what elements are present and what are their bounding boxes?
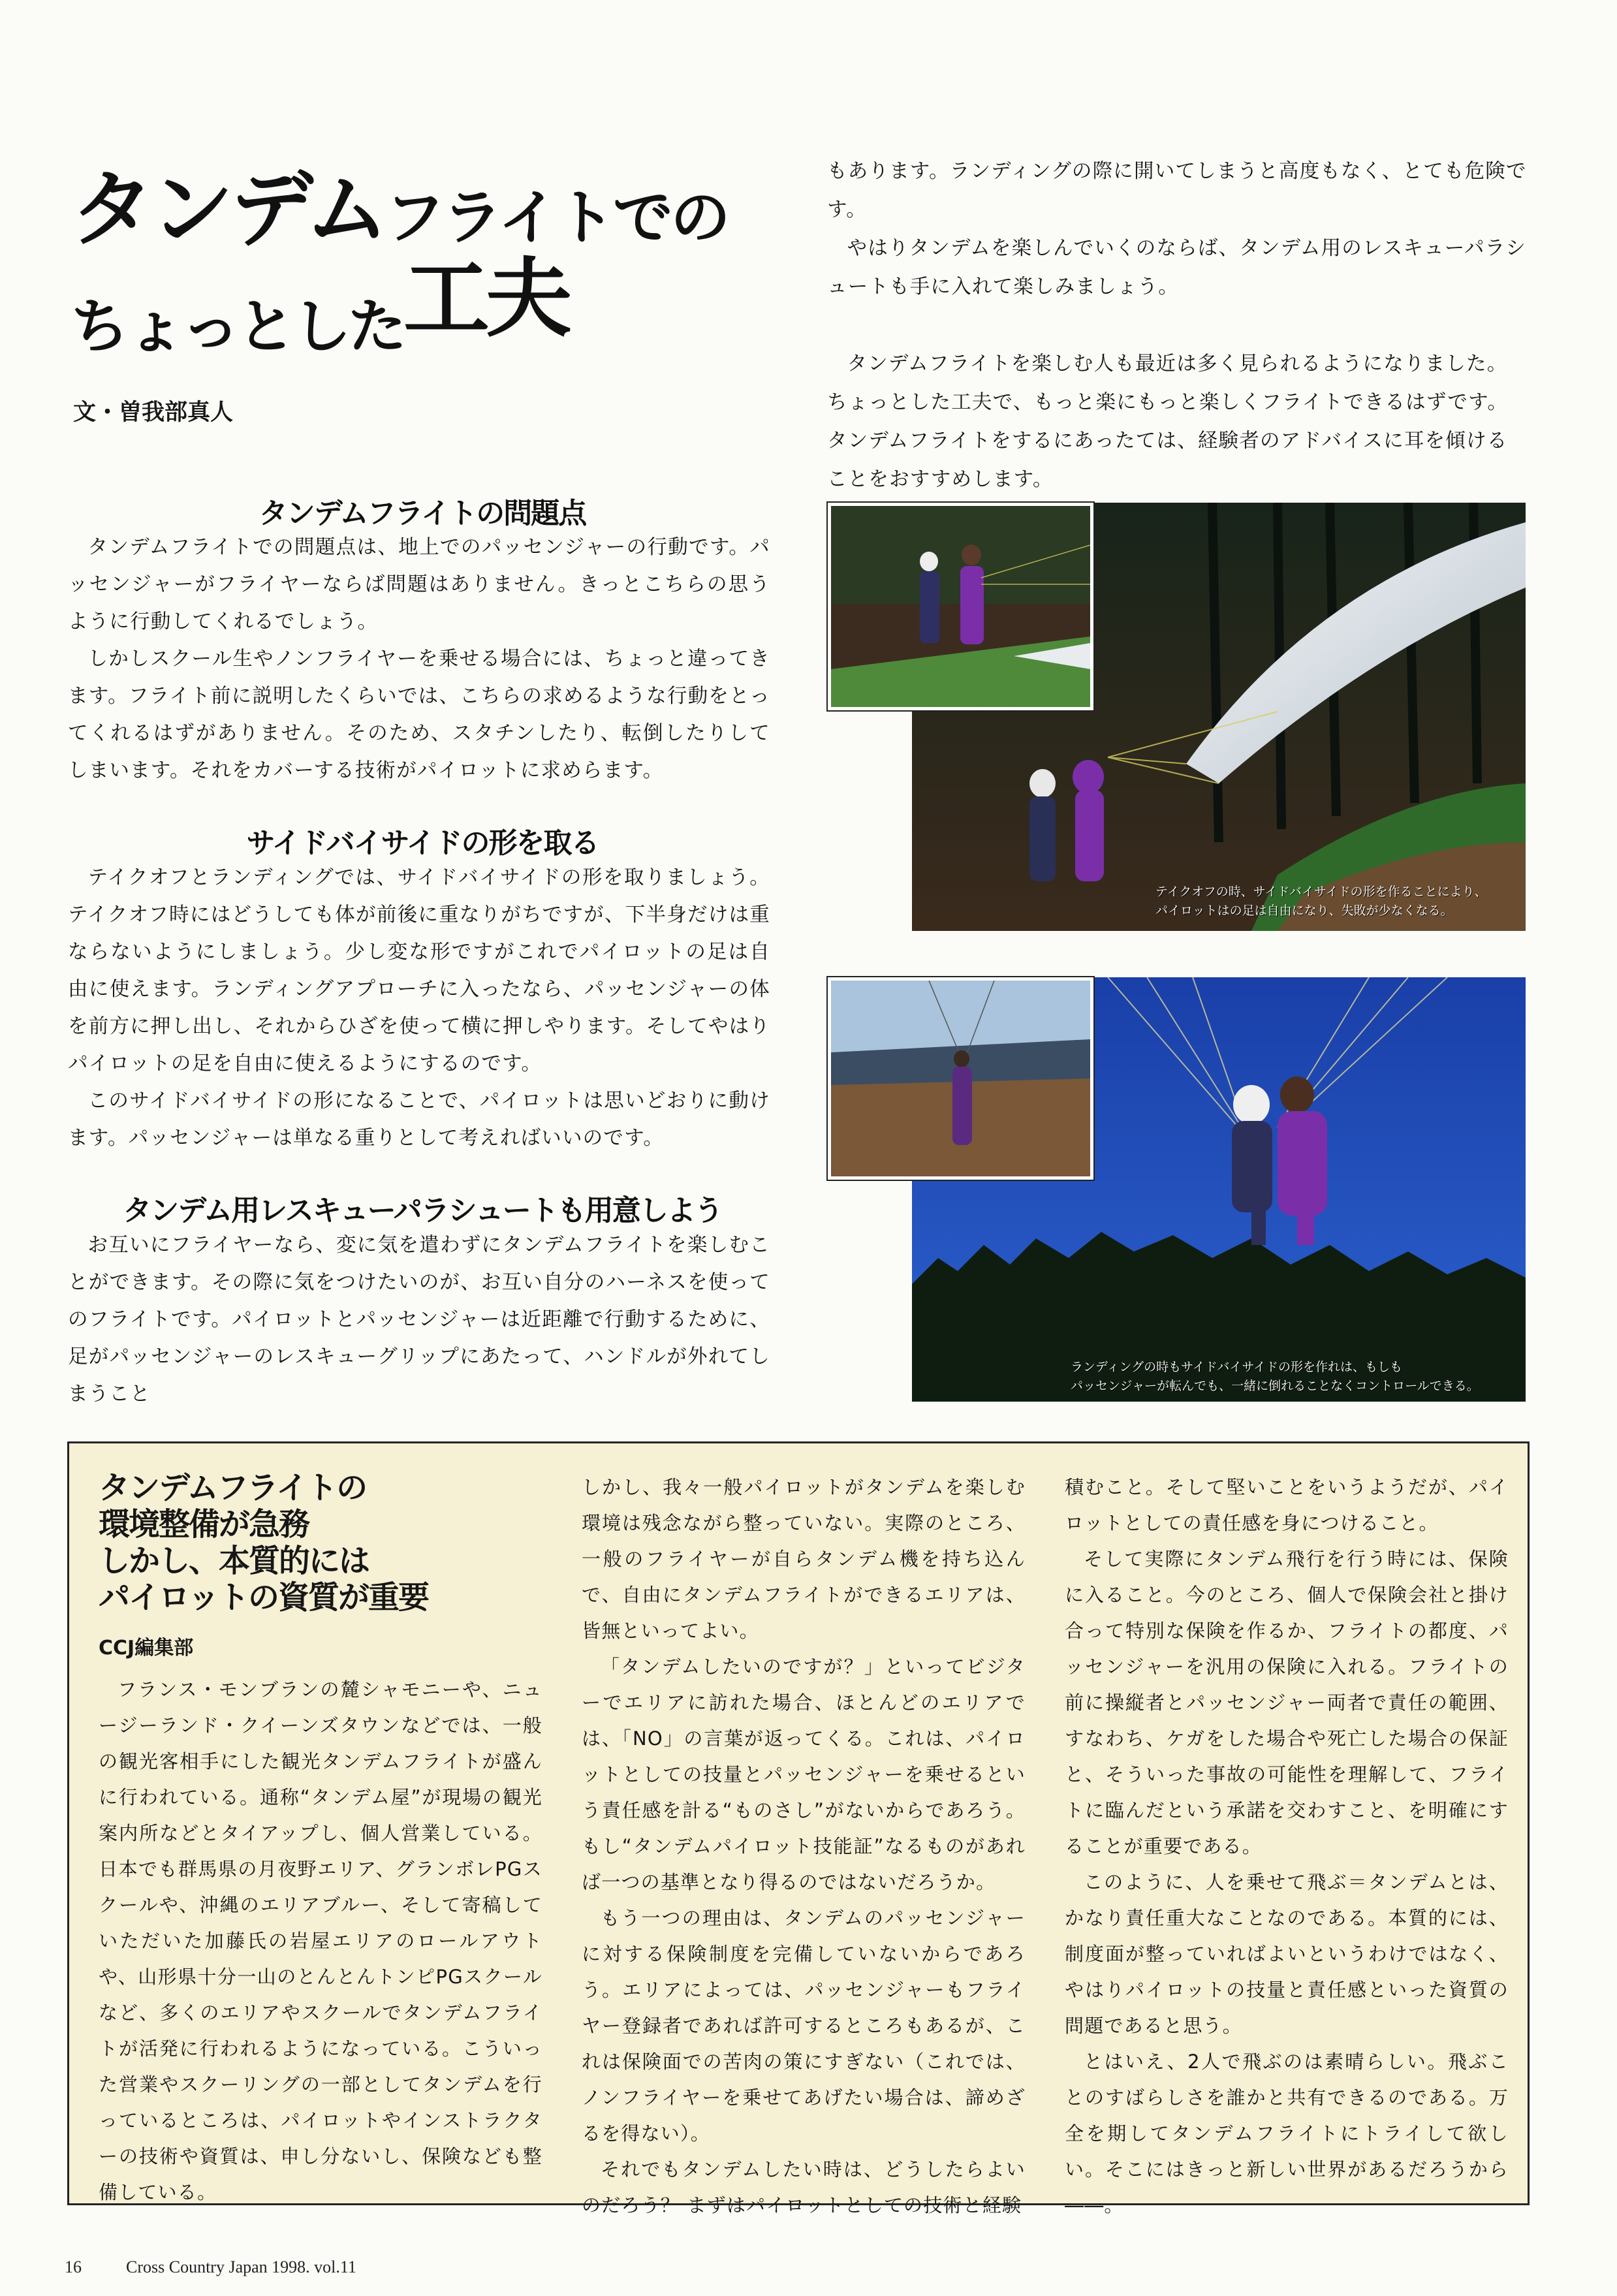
caption-line: パッセンジャーが転んでも、一緒に倒れることなくコントロールできる。 [1071, 1379, 1479, 1393]
takeoff-inset-photo [828, 503, 1093, 710]
right-column-text [827, 152, 1527, 499]
takeoff-caption [1155, 883, 1487, 920]
paragraph: とはいえ、2人で飛ぶのは素晴らしい。飛ぶことのすばらしさを誰かと共有できるのである。万全を期してタンデムフライトにトライして欲しい。そこにはきっと新しい世界があるだろうから――。 [1065, 2051, 1509, 2216]
caption-line: ランディングの時もサイドバイサイドの形を作れは、もしも [1071, 1360, 1403, 1374]
paragraph: しかし、我々一般パイロットがタンデムを楽しむ環境は残念ながら整っていない。実際のところ、一般のフライヤーが自らタンデム機を持ち込んで、自由にタンデムフライトができるエリアは、皆無といってよい。 [582, 1476, 1026, 1642]
paragraph: しかしスクール生やノンフライヤーを乗せる場合には、ちょっと違ってきます。フライト前に説明したくらいでは、こちらの求めるような行動をとってくれるはずがありません。そのため、スタチンしたり、転倒したりしてしまいます。それをカバーする技術がパイロットに求めらます。 [68, 648, 770, 782]
title-word-kufu: 工夫 [403, 249, 568, 349]
paragraph: やはりタンデムを楽しんでいくのならば、タンデム用のレスキューパラシュートも手に入れて楽しみましょう。 [827, 237, 1527, 298]
section-heading-rescue-chute: タンデム用レスキューパラシュートも用意しよう [123, 1194, 722, 1227]
sidebar-title-line: パイロットの資質が重要 [99, 1579, 429, 1616]
sidebar-title-line: しかし、本質的には [99, 1543, 369, 1579]
sidebar-column-2 [582, 1470, 1026, 2224]
landing-inset-image [831, 981, 1090, 1176]
paragraph-continuation: もあります。ランディングの際に開いてしまうと高度もなく、とても危険です。 [827, 160, 1527, 221]
sidebar-title-line: 環境整備が急務 [99, 1506, 309, 1543]
paragraph: このサイドバイサイドの形になることで、パイロットは思いどおりに動けます。パッセンジャーは単なる重りとして考えればいいのです。 [68, 1090, 770, 1150]
sidebar-title-line: タンデムフライトの [99, 1470, 367, 1506]
paragraph: テイクオフとランディングでは、サイドバイサイドの形を取りましょう。テイクオフ時にはどうしても体が前後に重なりがちですが、下半身だけは重ならないようにしましょう。少し変な形ですがこれでパイロットの足は自由に使えます。ランディングアプローチに入ったなら、パッセンジャーの体を前方に押し出し、それからひざを使って横に押しやります。そしてやはりパイロットの足を自由に使えるようにするのです。 [68, 866, 770, 1075]
section-body-rescue-chute [68, 1227, 770, 1413]
paragraph: 「タンデムしたいのですが？」といってビジターでエリアに訪れた場合、ほとんどのエリアでは、「NO」の言葉が返ってくる。これは、パイロットとしての技量とパッセンジャーを乗せるという責任感を計る“ものさし”がないからであろう。もし“タンデムパイロット技能証”なるものがあれば一つの基準となり得るのではないだろうか。 [582, 1656, 1026, 1893]
caption-line: パイロットはの足は自由になり、失敗が少なくなる。 [1155, 904, 1453, 918]
paragraph: そして実際にタンデム飛行を行う時には、保険に入ること。今のところ、個人で保険会社と掛け合って特別な保険を作るか、フライトの都度、パッセンジャーを汎用の保険に入れる。フライトの前に操縦者とパッセンジャー両者で責任の範囲、すなわち、ケガをした場合や死亡した場合の保証と、そういった事故の可能性を理解して、フライトに臨んだという承諾を交わすこと、を明確にすることが重要である。 [1065, 1548, 1509, 1857]
section-body-problems [68, 529, 770, 789]
byline: 文・曽我部真人 [73, 400, 234, 426]
title-word-flight: フライトでの [385, 183, 728, 253]
paragraph: お互いにフライヤーなら、変に気を遣わずにタンデムフライトを楽しむことができます。その際に気をつけたいのが、お互い自分のハーネスを使ってのフライトです。パイロットとパッセンジャーは近距離で行動するために、足がパッセンジャーのレスキューグリップにあたって、ハンドルが外れてしまうこと [68, 1234, 770, 1406]
title-line-2 [71, 249, 568, 361]
paragraph: フランス・モンブランの麓シャモニーや、ニュージーランド・クイーンズタウンなどでは、一般の観光客相手にした観光タンデムフライトが盛んに行われている。通称“タンデム屋”が現場の観光案内所などとタイアップし、個人営業している。日本でも群馬県の月夜野エリア、グランボレPGスクールや、沖縄のエリアブルー、そして寄稿していただいた加藤氏の岩屋エリアのロールアウトや、山形県十分一山のとんとんトンピPGスクールなど、多くのエリアやスクールでタンデムフライトが活発に行われるようになっている。こういった営業やスクーリングの一部としてタンデムを行っているところは、パイロットやインストラクターの技術や資質は、申し分ないし、保険なども整備している。 [99, 1678, 542, 2203]
landing-caption [1071, 1358, 1479, 1396]
magazine-name: Cross Country Japan 1998. vol.11 [126, 2257, 356, 2276]
section-heading-problems: タンデムフライトの問題点 [259, 497, 586, 530]
paragraph: このように、人を乗せて飛ぶ＝タンデムとは、かなり責任重大なことなのである。本質的には、制度面が整っていればよいというわけではなく、やはりパイロットの技量と責任感といった資質の問題であると思う。 [1065, 1871, 1509, 2037]
title-line-1 [71, 161, 728, 259]
landing-inset-photo [828, 977, 1093, 1180]
paragraph: もう一つの理由は、タンデムのパッセンジャーに対する保険制度を完備していないからであろう。エリアによっては、パッセンジャーもフライヤー登録者であれば許可するところもあるが、これは保険面での苦肉の策にすぎない（これでは、ノンフライヤーを乗せてあげたい場合は、諦めざるを得ない）。 [582, 1907, 1026, 2145]
page-number: 16 [65, 2257, 82, 2276]
paragraph: タンデムフライトを楽しむ人も最近は多く見られるようになりました。ちょっとした工夫で、もっと楽にもっと楽しくフライトできるはずです。タンデムフライトをするにあったては、経験者のアドバイスに耳を傾けることをおすすめします。 [827, 353, 1509, 491]
title-word-chotto: ちょっとした [71, 292, 403, 361]
section-body-side-by-side [68, 859, 770, 1157]
takeoff-inset-image [831, 506, 1090, 707]
sidebar-title [99, 1470, 428, 1616]
section-heading-side-by-side: サイドバイサイドの形を取る [246, 826, 599, 860]
sidebar-column-1 [99, 1672, 542, 2210]
title-word-tandem: タンデム [71, 161, 385, 259]
paragraph: タンデムフライトでの問題点は、地上でのパッセンジャーの行動です。パッセンジャーがフライヤーならば問題はありません。きっとこちらの思うように行動してくれるでしょう。 [68, 536, 770, 633]
paragraph: それでもタンデムしたい時は、どうしたらよいのだろう？ まずはパイロットとしての技術と経験 [582, 2158, 1026, 2216]
sidebar-credit: CCJ編集部 [99, 1637, 194, 1659]
sidebar-column-3 [1065, 1470, 1509, 2224]
sidebar-box [67, 1441, 1530, 2216]
paragraph-continuation: 積むこと。そして堅いことをいうようだが、パイロットとしての責任感を身につけること。 [1065, 1476, 1509, 1534]
caption-line: テイクオフの時、サイドバイサイドの形を作ることにより、 [1155, 885, 1487, 899]
